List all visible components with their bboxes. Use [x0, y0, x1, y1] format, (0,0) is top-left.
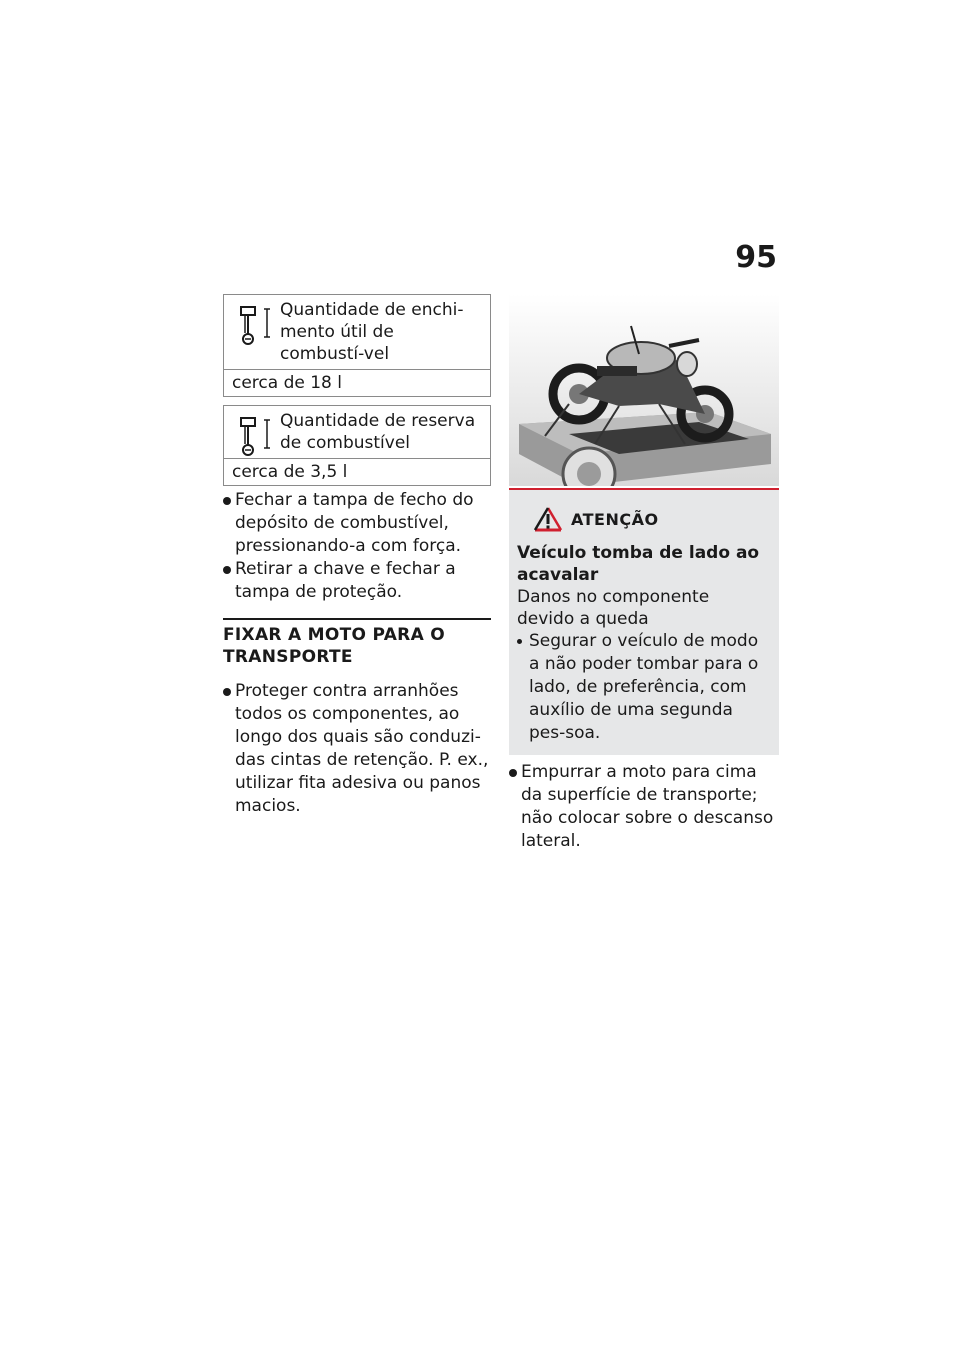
list-item: Segurar o veículo de modo a não poder tombar para o lado, de preferência, com auxílio de uma segunda pes-soa. — [517, 630, 771, 745]
spec-label: Quantidade de enchi-mento útil de combustí-vel — [280, 300, 464, 364]
bullet-icon — [223, 497, 231, 505]
spec-label-row — [224, 295, 490, 370]
page-number: 95 — [735, 240, 777, 275]
warning-text: Danos no componente devido a queda — [517, 587, 710, 629]
warning-list — [517, 630, 771, 745]
bullet-icon — [517, 639, 522, 644]
spec-value: cerca de 18 l — [224, 370, 490, 397]
warning-heading: ATENÇÃO — [571, 509, 659, 529]
right-column — [509, 294, 779, 853]
list-item: Retirar a chave e fechar a tampa de proteção. — [223, 558, 491, 604]
bullet-icon — [509, 769, 517, 777]
motorcycle-on-trailer-illustration — [509, 294, 779, 486]
warning-triangle-icon — [533, 506, 563, 532]
section-title: FIXAR A MOTO PARA O TRANSPORTE — [223, 618, 491, 668]
spec-table — [223, 405, 491, 486]
list-item: Proteger contra arranhões todos os componentes, ao longo dos quais são conduzi-das cintas de retenção. P. ex., utilizar fita adesiva ou panos macios. — [223, 680, 491, 818]
warning-title: Veículo tomba de lado ao acavalar — [517, 543, 760, 585]
spec-label: Quantidade de reserva de combustível — [280, 411, 476, 453]
instruction-list — [223, 489, 491, 604]
instruction-list — [509, 761, 779, 853]
fuel-pump-icon — [231, 412, 275, 458]
spec-table — [223, 294, 491, 397]
list-item: Fechar a tampa de fecho do depósito de combustível, pressionando-a com força. — [223, 489, 491, 558]
list-item: Empurrar a moto para cima da superfície de transporte; não colocar sobre o descanso lateral. — [509, 761, 779, 853]
spec-value: cerca de 3,5 l — [224, 459, 490, 486]
left-column — [223, 294, 491, 818]
spec-label-row — [224, 406, 490, 459]
warning-header — [533, 506, 771, 532]
bullet-icon — [223, 688, 231, 696]
instruction-list — [223, 680, 491, 818]
warning-box — [509, 490, 779, 755]
fuel-pump-icon — [231, 301, 275, 347]
bullet-icon — [223, 566, 231, 574]
